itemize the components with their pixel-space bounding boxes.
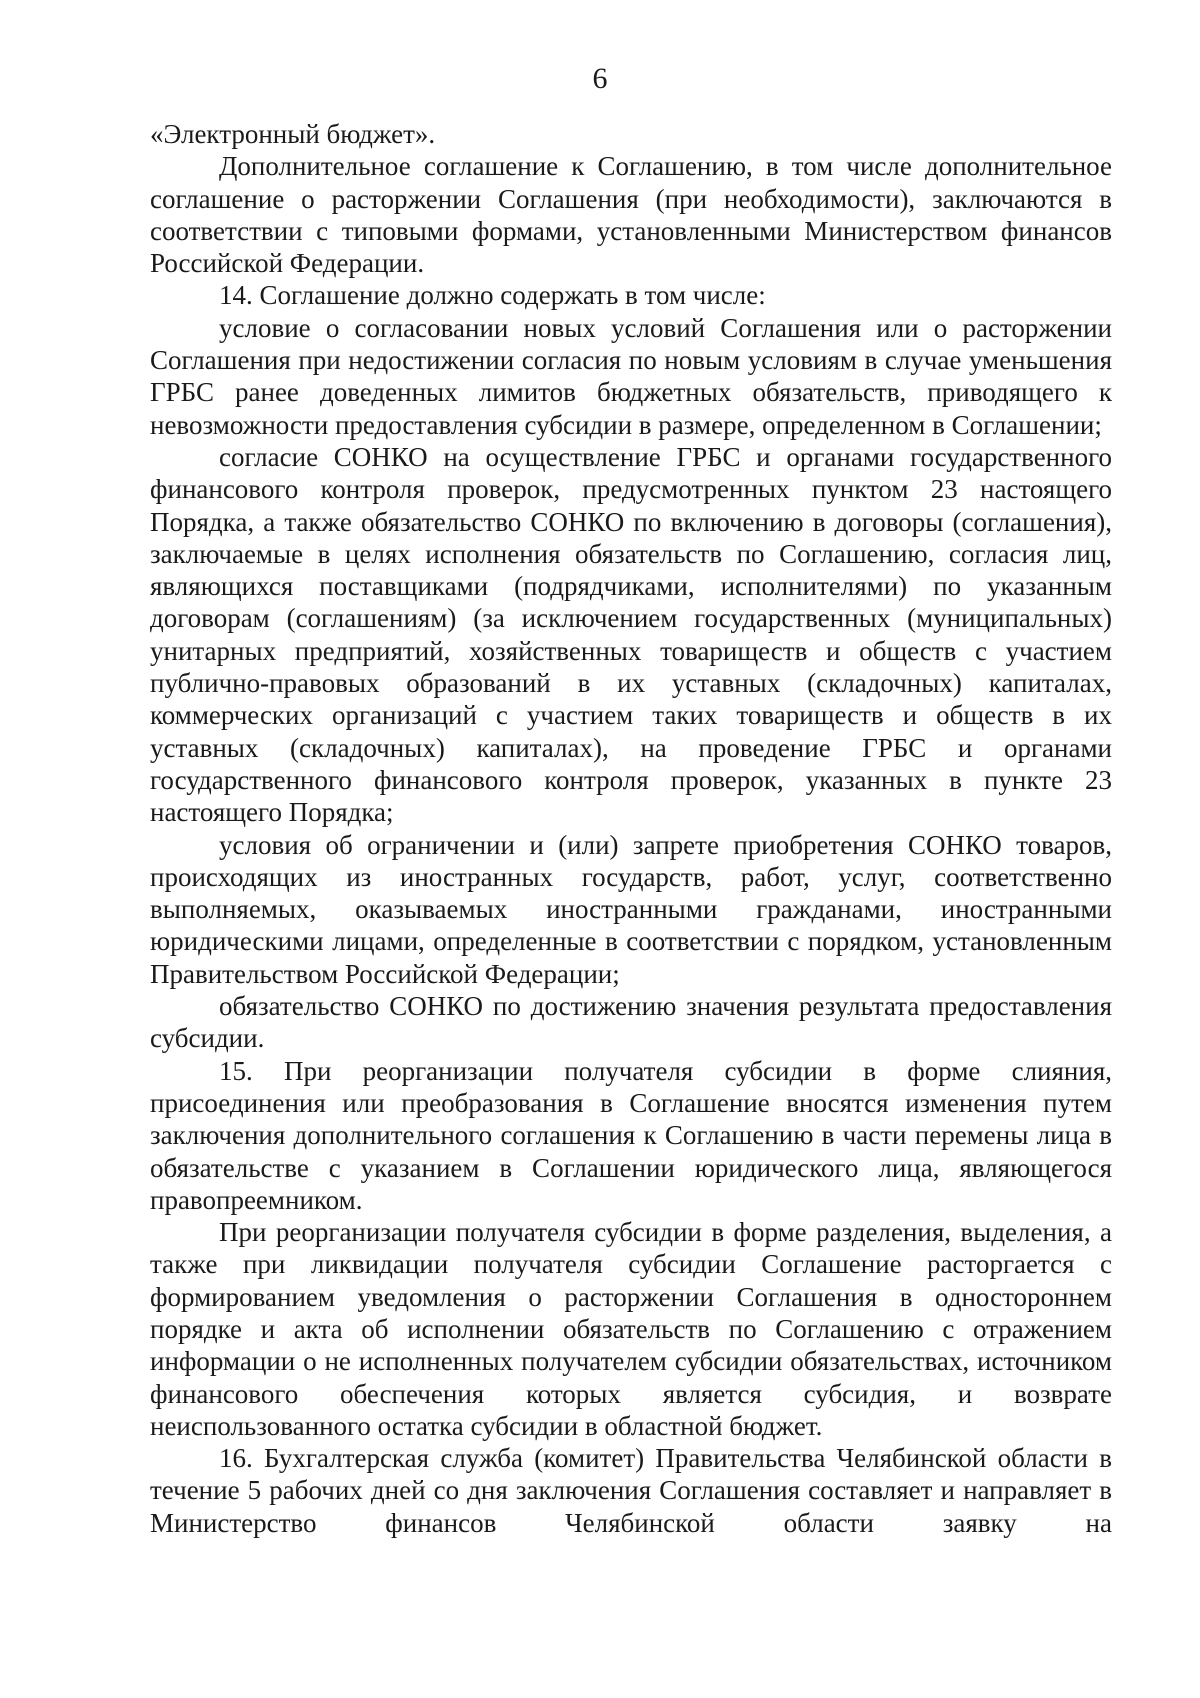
document-body	[150, 118, 1112, 1539]
paragraph-consent-inspections: согласие СОНКО на осуществление ГРБС и органами государственного финансового контроля проверок, предусмотренных пунктом 23 настоящего Порядка, а также обязательство СОНКО по включению в договоры (соглашения), заключаемые в целях исполнения обязательств по Соглашению, согласия лиц, являющихся поставщиками (подрядчиками, исполнителями) по указанным договорам (соглашениям) (за исключением государственных (муниципальных) унитарных предприятий, хозяйственных товариществ и обществ с участием публично-правовых образований в их уставных (складочных) капиталах, коммерческих организаций с участием таких товариществ и обществ в их уставных (складочных) капиталах), на проведение ГРБС и органами государственного финансового контроля проверок, указанных в пункте 23 настоящего Порядка;	[150, 441, 1112, 828]
paragraph-additional-agreement: Дополнительное соглашение к Соглашению, в том числе дополнительное соглашение о расторжении Соглашения (при необходимости), заключаются в соответствии с типовыми формами, установленными Министерством финансов Российской Федерации.	[150, 151, 1112, 279]
paragraph-item-15: 15. При реорганизации получателя субсидии в форме слияния, присоединения или преобразования в Соглашение вносятся изменения путем заключения дополнительного соглашения к Соглашению в части перемены лица в обязательстве с указанием в Соглашении юридического лица, являющегося правопреемником.	[150, 1055, 1112, 1215]
paragraph-item-16: 16. Бухгалтерская служба (комитет) Правительства Челябинской области в течение 5 рабочих дней со дня заключения Соглашения составляет и направляет в Министерство финансов Челябинской области заявку на	[150, 1443, 1112, 1538]
page-number: 6	[592, 62, 608, 95]
paragraph-electronic-budget: «Электронный бюджет».	[150, 119, 436, 149]
paragraph-item-14: 14. Соглашение должно содержать в том числе:	[219, 280, 766, 311]
paragraph-result-obligation: обязательство СОНКО по достижению значения результата предоставления субсидии.	[150, 991, 1112, 1054]
paragraph-condition-new-terms: условие о согласовании новых условий Соглашения или о расторжении Соглашения при недостижении согласия по новым условиям в случае уменьшения ГРБС ранее доведенных лимитов бюджетных обязательств, приводящего к невозможности предоставления субсидии в размере, определенном в Соглашении;	[150, 312, 1112, 440]
paragraph-purchase-restrictions: условия об ограничении и (или) запрете приобретения СОНКО товаров, происходящих из иностранных государств, работ, услуг, соответственно выполняемых, оказываемых иностранными гражданами, иностранными юридическими лицами, определенные в соответствии с порядком, установленным Правительством Российской Федерации;	[150, 829, 1112, 989]
paragraph-reorganization-termination: При реорганизации получателя субсидии в форме разделения, выделения, а также при ликвидации получателя субсидии Соглашение расторгается с формированием уведомления о расторжении Соглашения в одностороннем порядке и акта об исполнении обязательств по Соглашению с отражением информации о не исполненных получателем субсидии обязательствах, источником финансового обеспечения которых является субсидия, и возврате неиспользованного остатка субсидии в областной бюджет.	[150, 1217, 1112, 1441]
